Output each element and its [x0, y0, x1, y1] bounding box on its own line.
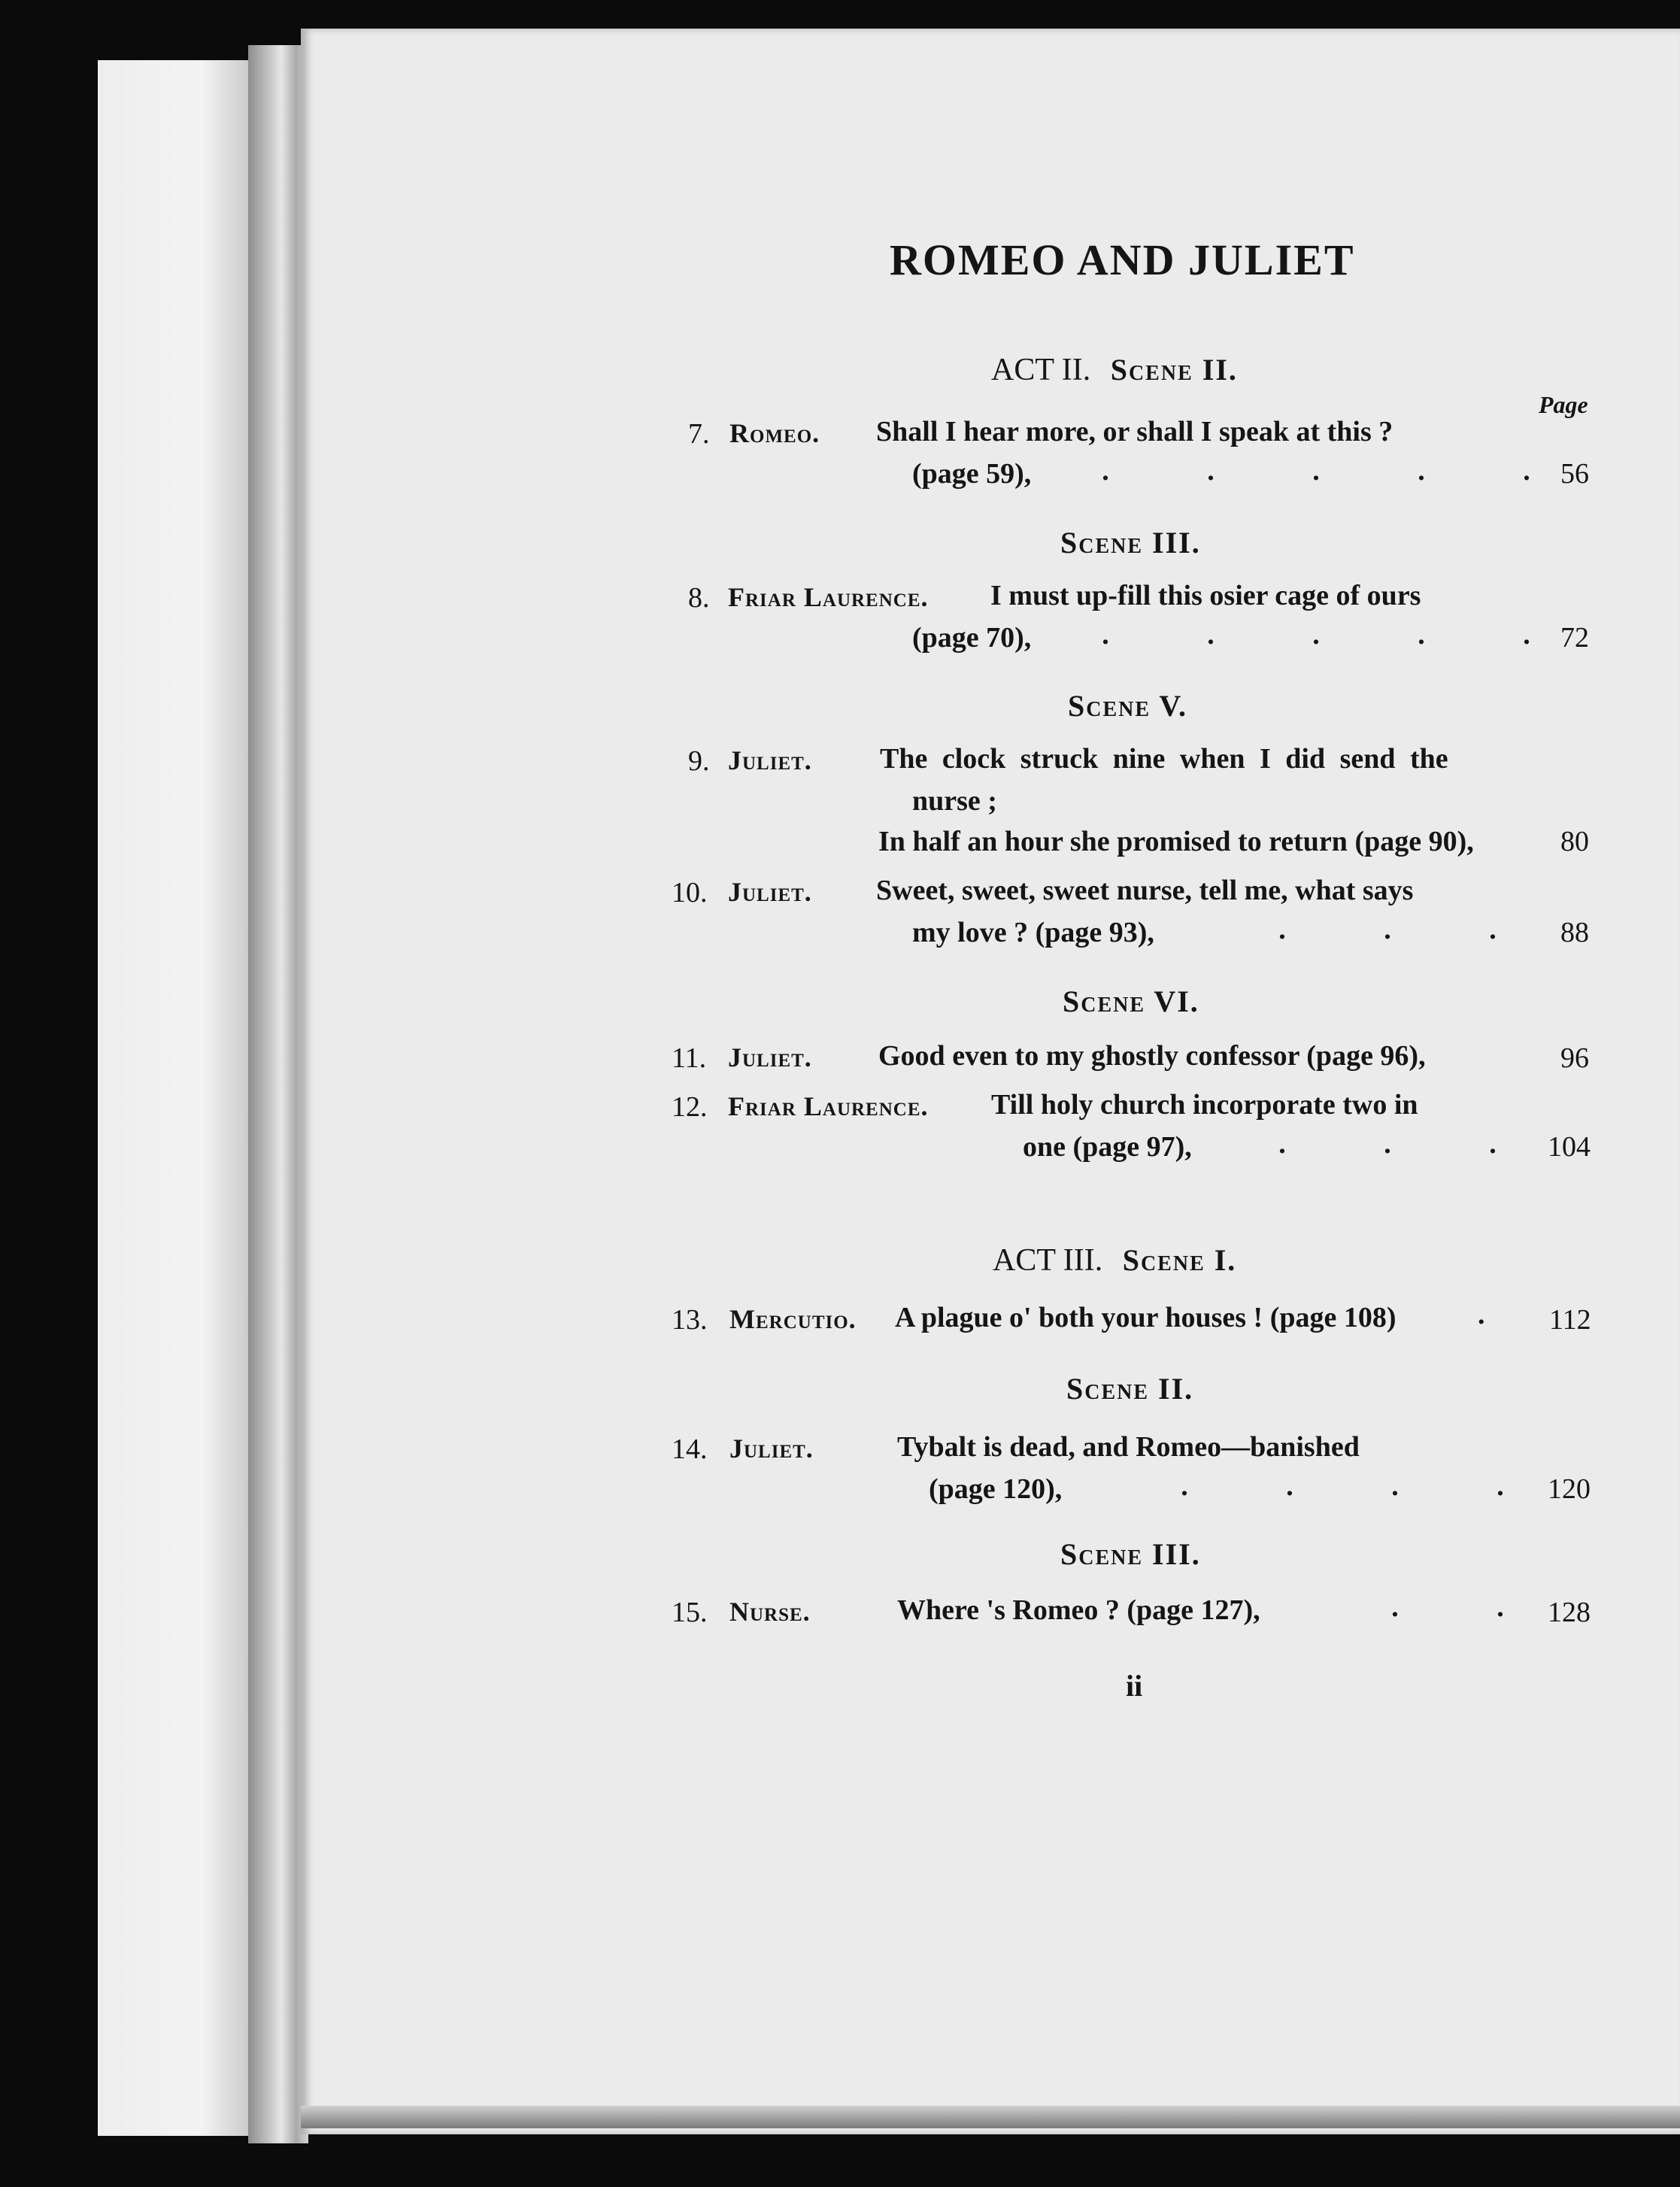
act-label: ACT II.: [991, 353, 1091, 387]
entry-quote-line: The clock struck nine when I did send the: [880, 743, 1448, 775]
entry-quote-line: Good even to my ghostly confessor (page 96),: [878, 1040, 1426, 1072]
book-page: [301, 29, 1680, 2134]
page-bottom-edge: [301, 2106, 1680, 2128]
act-3-heading: [993, 1242, 1236, 1279]
act-2-heading: [991, 352, 1238, 388]
entry-number: 7.: [688, 418, 710, 450]
entry-number: 10.: [672, 877, 708, 908]
page-title: ROMEO AND JULIET: [890, 235, 1355, 284]
scene-heading: Scene VI.: [1063, 984, 1199, 1018]
entry-page-number: 120: [1548, 1473, 1591, 1505]
leader-dots: . . . . .: [1102, 619, 1530, 651]
leader-dots: . . . .: [1181, 1470, 1504, 1502]
entry-speaker: Juliet.: [728, 1042, 812, 1072]
entry-page-number: 104: [1548, 1131, 1591, 1163]
entry-speaker: Mercutio.: [729, 1304, 857, 1334]
scene-heading: Scene V.: [1068, 689, 1188, 723]
leader-dots: . . .: [1278, 914, 1497, 945]
leader-dots: .: [1478, 1299, 1485, 1330]
leader-dots: . .: [1391, 1591, 1504, 1623]
entry-number: 13.: [672, 1304, 708, 1336]
entry-speaker: Juliet.: [728, 745, 812, 775]
entry-quote-line: Sweet, sweet, sweet nurse, tell me, what says: [876, 875, 1414, 906]
leader-dots: . . .: [1278, 1128, 1497, 1160]
entry-number: 9.: [688, 745, 710, 777]
entry-quote-line: A plague o' both your houses ! (page 108): [895, 1302, 1396, 1333]
entry-number: 11.: [672, 1042, 707, 1074]
entry-page-number: 72: [1560, 622, 1589, 654]
entry-number: 14.: [672, 1433, 708, 1465]
entry-page-number: 128: [1548, 1597, 1591, 1628]
entry-page-number: 80: [1560, 826, 1589, 857]
entry-quote-line: nurse ;: [912, 785, 997, 817]
entry-quote-line: (page 59),: [912, 458, 1032, 490]
act-label: ACT III.: [993, 1243, 1103, 1278]
entry-number: 12.: [672, 1091, 708, 1123]
entry-page-number: 112: [1549, 1304, 1591, 1336]
scene-label: Scene I.: [1122, 1243, 1237, 1277]
entry-speaker: Friar Laurence.: [728, 1091, 929, 1121]
entry-speaker: Nurse.: [729, 1597, 811, 1627]
page-column-header: Page: [1539, 391, 1588, 418]
book-binding: [248, 45, 308, 2143]
scene-heading: Scene III.: [1060, 1537, 1201, 1571]
entry-quote-line: Where 's Romeo ? (page 127),: [897, 1594, 1260, 1626]
entry-quote-line: In half an hour she promised to return (page 90),: [878, 826, 1474, 857]
entry-quote-line: Till holy church incorporate two in: [991, 1089, 1418, 1121]
entry-quote-line: one (page 97),: [1023, 1131, 1192, 1163]
entry-quote-line: my love ? (page 93),: [912, 917, 1154, 948]
leader-dots: . . . . .: [1102, 455, 1530, 487]
entry-quote-line: Shall I hear more, or shall I speak at this ?: [876, 416, 1393, 447]
entry-page-number: 56: [1560, 458, 1589, 490]
entry-speaker: Juliet.: [728, 877, 812, 907]
entry-speaker: Juliet.: [729, 1433, 814, 1464]
left-page-edge: [98, 60, 271, 2136]
entry-quote-line: I must up-fill this osier cage of ours: [990, 580, 1421, 611]
entry-quote-line: Tybalt is dead, and Romeo—banished: [897, 1431, 1360, 1463]
scene-label: Scene II.: [1110, 353, 1238, 387]
entry-speaker: Romeo.: [729, 418, 820, 448]
entry-quote-line: (page 70),: [912, 622, 1032, 654]
entry-page-number: 88: [1560, 917, 1589, 948]
entry-speaker: Friar Laurence.: [728, 582, 929, 612]
entry-number: 8.: [688, 582, 710, 614]
scene-heading: Scene II.: [1066, 1372, 1194, 1406]
entry-page-number: 96: [1560, 1042, 1589, 1074]
footer-page-number: ii: [1126, 1669, 1143, 1703]
entry-quote-line: (page 120),: [929, 1473, 1063, 1505]
entry-number: 15.: [672, 1597, 708, 1628]
scene-heading: Scene III.: [1060, 526, 1201, 560]
